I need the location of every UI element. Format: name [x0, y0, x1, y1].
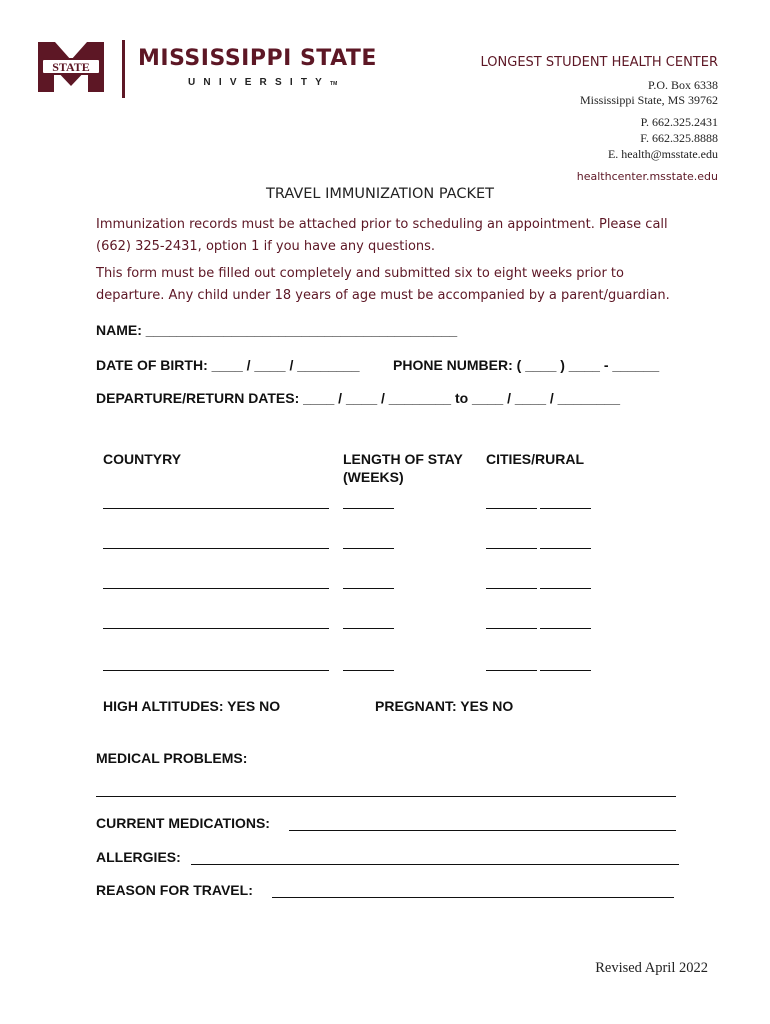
trademark-mark: TM — [330, 81, 338, 87]
high-altitudes-question[interactable]: HIGH ALTITUDES: YES NO — [103, 698, 281, 714]
university-sub-text: UNIVERSITY — [188, 77, 331, 88]
rural-blank[interactable] — [540, 670, 591, 671]
website-link[interactable]: healthcenter.msstate.edu — [576, 170, 718, 183]
cities-blank[interactable] — [486, 508, 537, 509]
country-blank[interactable] — [103, 670, 329, 671]
country-blank[interactable] — [103, 548, 329, 549]
length-blank[interactable] — [343, 670, 394, 671]
email-line: E. health@msstate.edu — [607, 147, 718, 161]
pregnant-question[interactable]: PREGNANT: YES NO — [375, 698, 514, 714]
current-medications-label: CURRENT MEDICATIONS: — [96, 815, 270, 831]
allergies-label: ALLERGIES: — [96, 849, 181, 865]
length-blank[interactable] — [343, 548, 394, 549]
health-center-name: LONGEST STUDENT HEALTH CENTER — [480, 55, 718, 70]
address-line1: P.O. Box 6338 — [647, 78, 718, 92]
reason-for-travel-blank[interactable] — [272, 897, 674, 898]
cities-blank[interactable] — [486, 548, 537, 549]
phone-number-field[interactable]: PHONE NUMBER: ( ____ ) ____ - ______ — [393, 357, 660, 373]
phone-line: P. 662.325.2431 — [640, 115, 718, 129]
logo-label: STATE — [52, 60, 90, 74]
length-blank[interactable] — [343, 628, 394, 629]
column-cities-rural: CITIES/RURAL — [486, 451, 584, 467]
current-medications-blank[interactable] — [289, 830, 676, 831]
cities-blank[interactable] — [486, 628, 537, 629]
cities-blank[interactable] — [486, 588, 537, 589]
university-name: MISSISSIPPI STATE — [138, 46, 377, 71]
name-field[interactable]: NAME: ________________________________________ — [96, 322, 458, 338]
country-blank[interactable] — [103, 588, 329, 589]
immunization-note: Immunization records must be attached prior to scheduling an appointment. Please call (662) 325-2431, option 1 if you have any questions. — [96, 217, 668, 254]
column-length-of-stay: LENGTH OF STAY (WEEKS) — [343, 451, 463, 485]
fax-line: F. 662.325.8888 — [640, 131, 718, 145]
msu-logo-icon — [38, 42, 104, 92]
rural-blank[interactable] — [540, 508, 591, 509]
logo-divider — [122, 40, 125, 98]
medical-problems-blank[interactable] — [96, 796, 676, 797]
form-title: TRAVEL IMMUNIZATION PACKET — [266, 186, 494, 202]
date-of-birth-field[interactable]: DATE OF BIRTH: ____ / ____ / ________ — [96, 357, 360, 373]
length-blank[interactable] — [343, 508, 394, 509]
column-country: COUNTYRY — [103, 451, 182, 467]
address-line2: Mississippi State, MS 39762 — [579, 93, 718, 107]
rural-blank[interactable] — [540, 588, 591, 589]
rural-blank[interactable] — [540, 548, 591, 549]
rural-blank[interactable] — [540, 628, 591, 629]
reason-for-travel-label: REASON FOR TRAVEL: — [96, 882, 253, 898]
allergies-blank[interactable] — [191, 864, 679, 865]
medical-problems-label: MEDICAL PROBLEMS: — [96, 750, 248, 766]
length-blank[interactable] — [343, 588, 394, 589]
revision-date: Revised April 2022 — [595, 960, 708, 976]
country-blank[interactable] — [103, 508, 329, 509]
university-subtitle — [188, 77, 337, 88]
departure-return-dates-field[interactable]: DEPARTURE/RETURN DATES: ____ / ____ / ________ to ____ / ____ / ________ — [96, 390, 620, 406]
submission-note: This form must be filled out completely and submitted six to eight weeks prior to departure. Any child under 18 years of age must be accompanied by a parent/guardian. — [96, 266, 670, 303]
country-blank[interactable] — [103, 628, 329, 629]
cities-blank[interactable] — [486, 670, 537, 671]
